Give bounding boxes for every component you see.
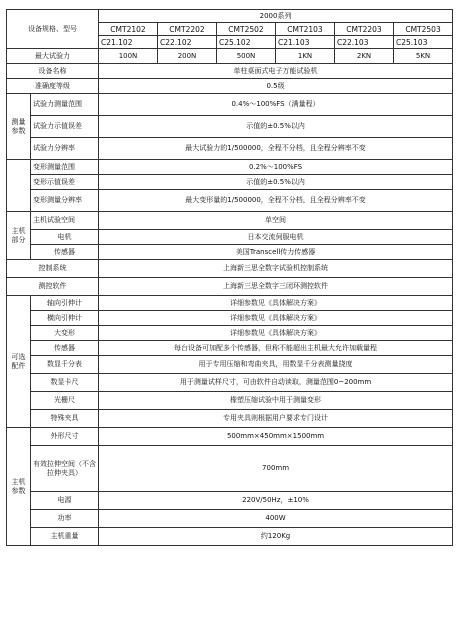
- param-value: 最大试验力的1/500000，全程不分档，且全程分辨率不变: [99, 138, 453, 160]
- model-code: C25.103: [394, 36, 453, 49]
- model-code: C25.102: [217, 36, 276, 49]
- table-row: [7, 356, 453, 374]
- software-label: 测控软件: [7, 278, 99, 296]
- param-label: 功率: [31, 510, 99, 528]
- param-label: 主机重量: [31, 528, 99, 546]
- param-value: 日本交流伺服电机: [99, 230, 453, 245]
- table-row: [7, 492, 453, 510]
- device-name-label: 设备名称: [7, 64, 99, 79]
- param-label: 外形尺寸: [31, 428, 99, 446]
- control-system-value: 上海新三思全数字试验机控制系统: [99, 260, 453, 278]
- accuracy-label: 准确度等级: [7, 79, 99, 94]
- model-name: CMT2102: [99, 23, 158, 36]
- param-label: 大变形: [31, 326, 99, 341]
- table-row: [7, 94, 453, 116]
- table-row: [7, 212, 453, 230]
- param-value: 详细参数见《具体解决方案》: [99, 311, 453, 326]
- table-row: [7, 410, 453, 428]
- model-name: CMT2202: [158, 23, 217, 36]
- param-value: 单空间: [99, 212, 453, 230]
- table-row: [7, 392, 453, 410]
- table-row: [7, 230, 453, 245]
- model-name: CMT2203: [335, 23, 394, 36]
- table-row: [7, 116, 453, 138]
- max-force-value: 200N: [158, 49, 217, 64]
- param-label: 电源: [31, 492, 99, 510]
- table-row: [7, 138, 453, 160]
- param-value: 约120Kg: [99, 528, 453, 546]
- param-value: 专用夹具则根据用户要求专门设计: [99, 410, 453, 428]
- param-label: 数显千分表: [31, 356, 99, 374]
- model-code: C21.102: [99, 36, 158, 49]
- param-label: 试验力示值误差: [31, 116, 99, 138]
- param-label: 电机: [31, 230, 99, 245]
- param-label: 主机试验空间: [31, 212, 99, 230]
- param-label: 特殊夹具: [31, 410, 99, 428]
- software-value: 上海新三思全数字三闭环测控软件: [99, 278, 453, 296]
- param-value: 700mm: [99, 446, 453, 492]
- table-row: [7, 10, 453, 23]
- param-value: 220V/50Hz，±10%: [99, 492, 453, 510]
- optional-group-label: 可选配件: [7, 296, 31, 428]
- table-row: [7, 175, 453, 190]
- table-row: [7, 528, 453, 546]
- param-label: 传感器: [31, 245, 99, 260]
- table-row: [7, 428, 453, 446]
- param-value: 每台设备可加配多个传感器，但称不能超出主机最大允许加载量程: [99, 341, 453, 356]
- table-row: [7, 311, 453, 326]
- model-code: C21.103: [276, 36, 335, 49]
- param-label: 数显卡尺: [31, 374, 99, 392]
- param-value: 用于专用压缩和弯曲夹具，用数显千分表测量挠度: [99, 356, 453, 374]
- table-row: [7, 260, 453, 278]
- control-system-label: 控制系统: [7, 260, 99, 278]
- model-code: C22.102: [158, 36, 217, 49]
- max-force-value: 2KN: [335, 49, 394, 64]
- max-force-value: 5KN: [394, 49, 453, 64]
- host-params-group-label: 主机参数: [7, 428, 31, 546]
- model-name: CMT2502: [217, 23, 276, 36]
- series-title: 2000系列: [99, 10, 453, 23]
- spec-table: [6, 9, 453, 546]
- device-name-value: 单柱桌面式电子万能试验机: [99, 64, 453, 79]
- param-label: 光栅尺: [31, 392, 99, 410]
- table-row: [7, 160, 453, 175]
- param-value: 详细参数见《具体解决方案》: [99, 296, 453, 311]
- param-label: 试验力分辨率: [31, 138, 99, 160]
- table-row: [7, 296, 453, 311]
- table-row: [7, 446, 453, 492]
- table-row: [7, 79, 453, 94]
- param-label: 变形示值误差: [31, 175, 99, 190]
- table-row: [7, 49, 453, 64]
- table-row: [7, 64, 453, 79]
- param-label: 轴向引伸计: [31, 296, 99, 311]
- table-row: [7, 510, 453, 528]
- max-force-label: 最大试验力: [7, 49, 99, 64]
- max-force-value: 1KN: [276, 49, 335, 64]
- param-label: 传感器: [31, 341, 99, 356]
- param-label: 有效拉伸空间（不含拉伸夹具）: [31, 446, 99, 492]
- table-row: [7, 278, 453, 296]
- max-force-value: 100N: [99, 49, 158, 64]
- param-value: 400W: [99, 510, 453, 528]
- table-row: [7, 374, 453, 392]
- param-value: 用于测量试样尺寸，可由软件自动读取，测量范围0~200mm: [99, 374, 453, 392]
- param-value: 详细参数见《具体解决方案》: [99, 326, 453, 341]
- table-row: [7, 341, 453, 356]
- param-value: 美国Transcell传力传感器: [99, 245, 453, 260]
- model-label: 设备规格、型号: [7, 10, 99, 49]
- param-value: 示值的±0.5%以内: [99, 116, 453, 138]
- param-label: 变形测量分辨率: [31, 190, 99, 212]
- param-value: 0.2%～100%FS: [99, 160, 453, 175]
- param-value: 示值的±0.5%以内: [99, 175, 453, 190]
- table-row: [7, 190, 453, 212]
- table-row: [7, 326, 453, 341]
- host-group-label: 主机部分: [7, 212, 31, 260]
- param-label: 横向引伸计: [31, 311, 99, 326]
- max-force-value: 500N: [217, 49, 276, 64]
- table-row: [7, 245, 453, 260]
- param-label: 试验力测量范围: [31, 94, 99, 116]
- group-spacer: [7, 160, 31, 212]
- param-value: 0.4%～100%FS（满量程）: [99, 94, 453, 116]
- param-label: 变形测量范围: [31, 160, 99, 175]
- param-value: 橡塑压缩试验中用于测量变形: [99, 392, 453, 410]
- accuracy-value: 0.5级: [99, 79, 453, 94]
- measure-group-label: 测量参数: [7, 94, 31, 160]
- model-code: C22.103: [335, 36, 394, 49]
- param-value: 500mm×450mm×1500mm: [99, 428, 453, 446]
- model-name: CMT2103: [276, 23, 335, 36]
- model-name: CMT2503: [394, 23, 453, 36]
- param-value: 最大变形量的1/500000，全程不分档，且全程分辨率不变: [99, 190, 453, 212]
